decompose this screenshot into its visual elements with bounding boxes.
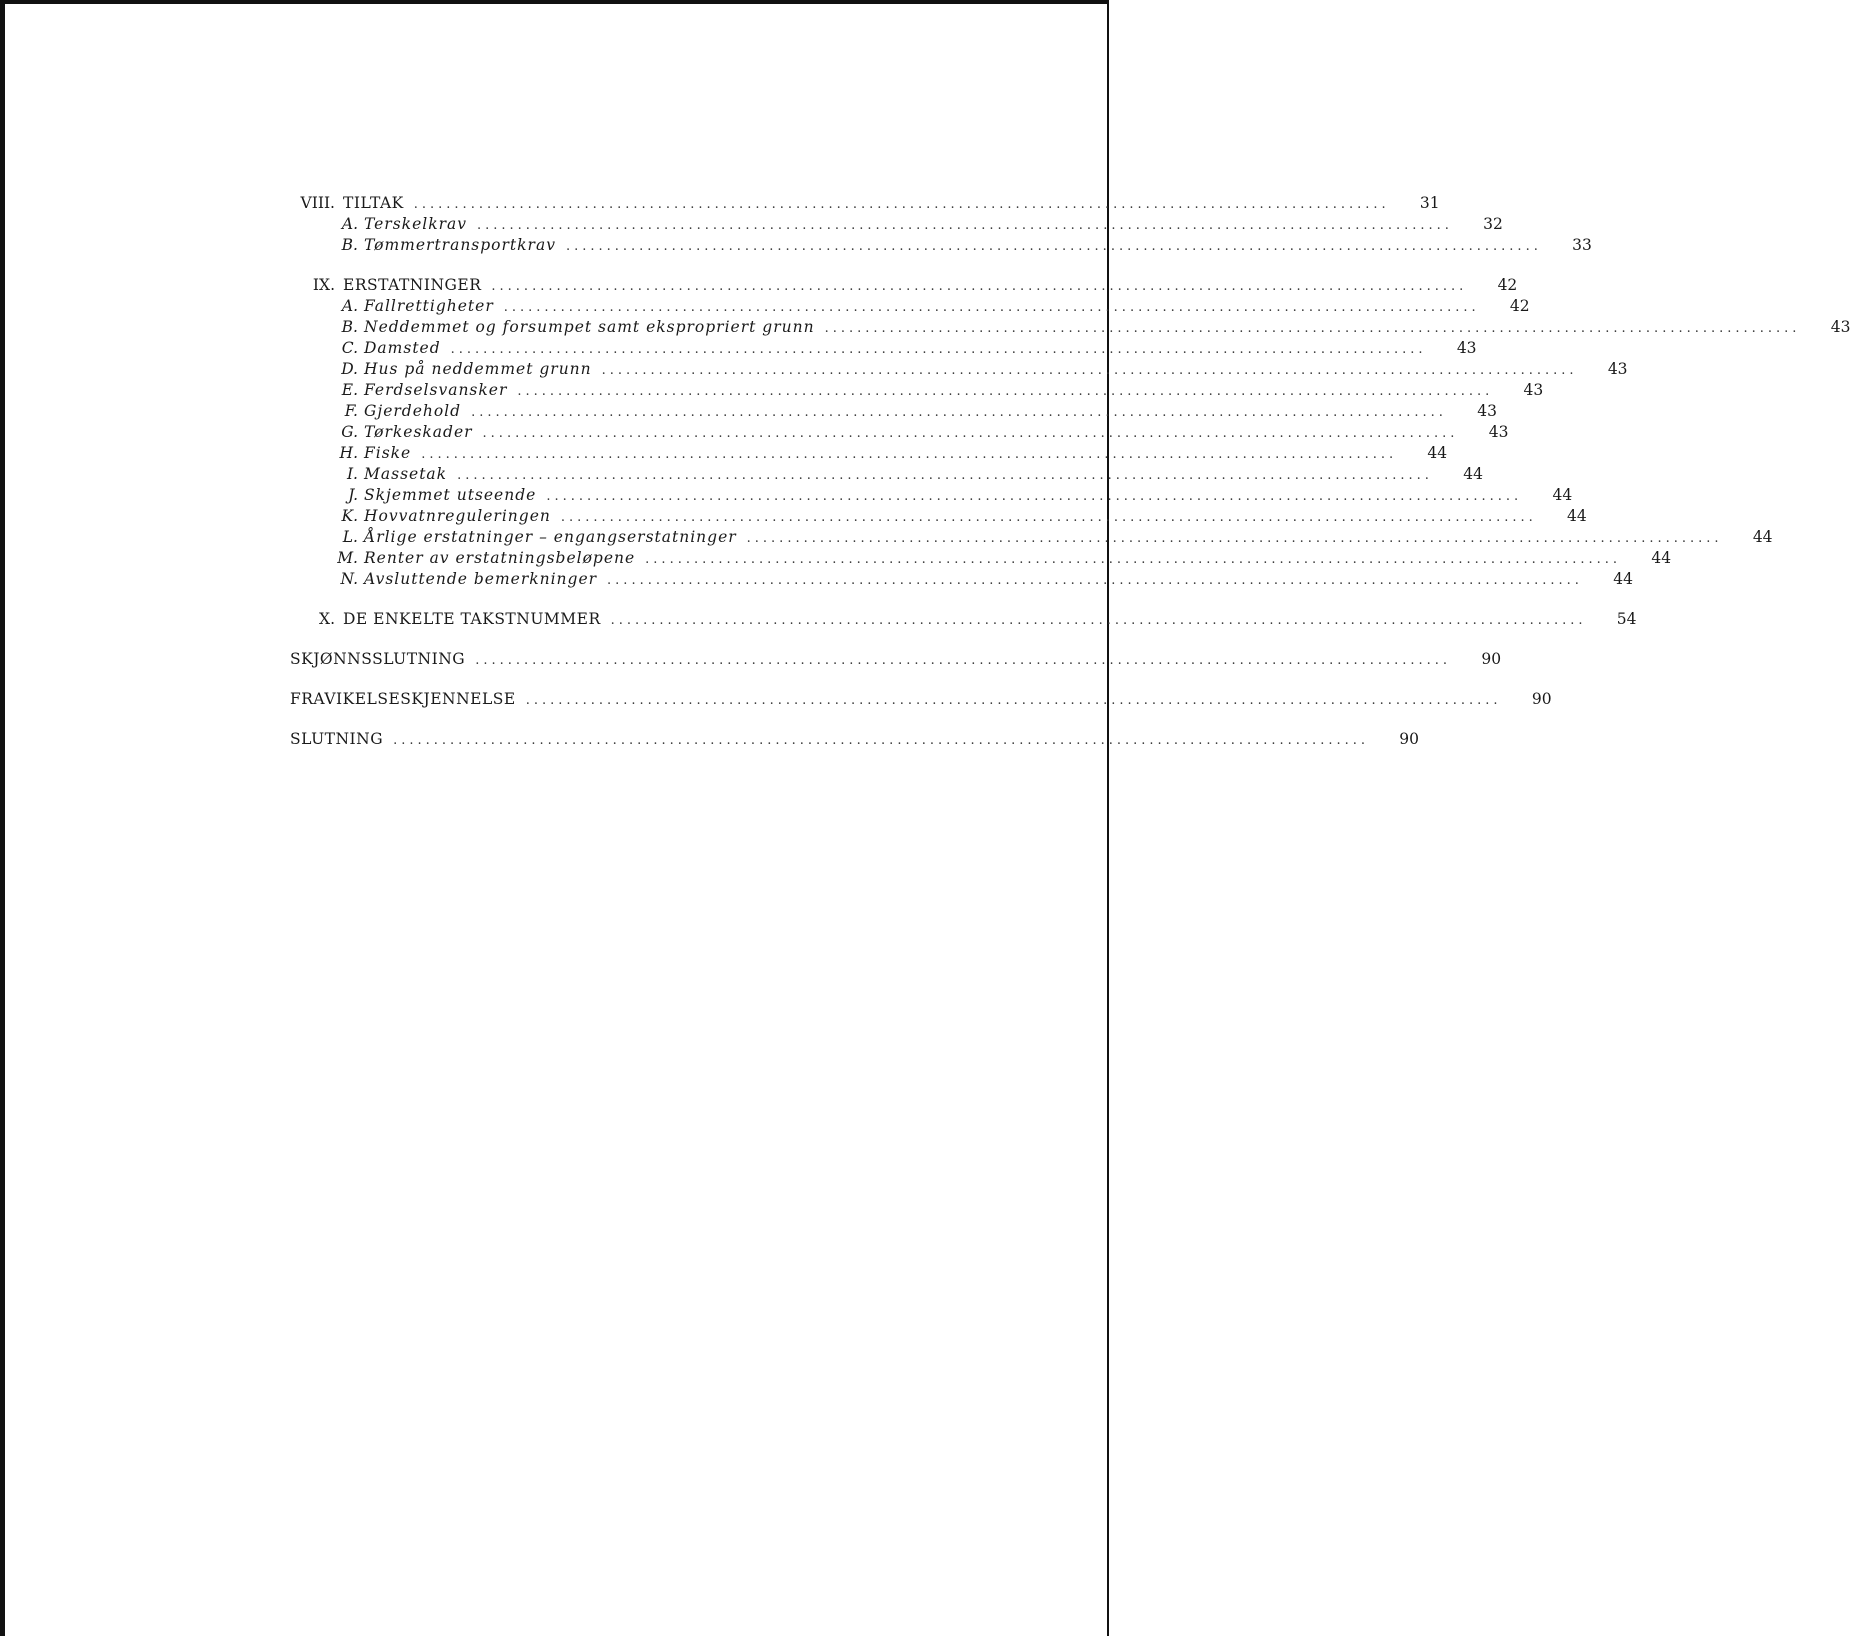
entry-title: FRAVIKELSESKJENNELSE [290, 690, 516, 708]
item-letter: N. [340, 570, 358, 588]
toc-entry-ix-b[interactable] [290, 317, 1850, 338]
table-of-contents [290, 193, 1850, 750]
toc-entry-x[interactable] [290, 609, 1637, 630]
page-number: 44 [1651, 549, 1672, 567]
page-number: 44 [1752, 528, 1773, 546]
toc-entry-ix[interactable] [290, 275, 1518, 296]
page-number: 43 [1456, 339, 1477, 357]
page-number: 90 [1531, 690, 1552, 708]
toc-entry-ix-c[interactable] [290, 338, 1477, 359]
dot-leader: ........................................................................................................................ [607, 573, 1583, 588]
item-title: Gjerdehold [364, 402, 462, 420]
item-title: Neddemmet og forsumpet samt ekspropriert grunn [364, 318, 815, 336]
toc-entry-ix-m[interactable] [290, 548, 1672, 569]
toc-entry-ix-l[interactable] [290, 527, 1773, 548]
item-title: Fallrettigheter [364, 297, 494, 315]
toc-entry-ix-e[interactable] [290, 380, 1544, 401]
dot-leader: ........................................................................................................................ [491, 279, 1468, 294]
item-letter: D. [341, 360, 358, 378]
entry-title: SLUTNING [290, 730, 384, 748]
item-title: Ferdselsvansker [364, 381, 508, 399]
toc-entry-skjonnsslutning[interactable] [290, 649, 1502, 670]
item-title: Hovvatnreguleringen [364, 507, 551, 525]
item-letter: M. [337, 549, 358, 567]
page-number: 43 [1523, 381, 1544, 399]
item-title: Skjemmet utseende [364, 486, 537, 504]
toc-entry-viii-b[interactable] [290, 235, 1592, 256]
dot-leader: ........................................................................................................................ [610, 613, 1587, 628]
toc-entry-ix-i[interactable] [290, 464, 1483, 485]
toc-entry-ix-j[interactable] [290, 485, 1573, 506]
dot-leader: ........................................................................................................................ [421, 447, 1398, 462]
item-letter: K. [341, 507, 358, 525]
page-number: 90 [1481, 650, 1502, 668]
page-number: 31 [1419, 194, 1440, 212]
item-letter: I. [346, 465, 358, 483]
item-letter: C. [341, 339, 358, 357]
item-title: Damsted [364, 339, 441, 357]
item-letter: A. [341, 215, 358, 233]
toc-entry-ix-n[interactable] [290, 569, 1633, 590]
page-number: 43 [1488, 423, 1509, 441]
item-title: Hus på neddemmet grunn [364, 360, 592, 378]
dot-leader: ........................................................................................................................ [413, 197, 1390, 212]
toc-entry-viii-a[interactable] [290, 214, 1503, 235]
page-number: 42 [1509, 297, 1530, 315]
page-number: 44 [1463, 465, 1483, 483]
page-number: 43 [1477, 402, 1497, 420]
dot-leader: ........................................................................................................................ [525, 693, 1502, 708]
entry-title: SKJØNNSSLUTNING [290, 650, 466, 668]
section-number: VIII. [300, 194, 335, 212]
item-letter: J. [348, 486, 358, 504]
page-number: 43 [1607, 360, 1628, 378]
item-title: Avsluttende bemerkninger [364, 570, 598, 588]
section-title: TILTAK [343, 194, 404, 212]
item-letter: B. [341, 236, 358, 254]
item-title: Renter av erstatningsbeløpene [364, 549, 636, 567]
toc-entry-ix-g[interactable] [290, 422, 1509, 443]
toc-entry-ix-h[interactable] [290, 443, 1448, 464]
section-number: IX. [312, 276, 335, 294]
section-number: X. [319, 610, 335, 628]
page-number: 44 [1567, 507, 1587, 525]
dot-leader: ........................................................................................................................ [746, 531, 1723, 546]
toc-entry-ix-d[interactable] [290, 359, 1628, 380]
dot-leader: ........................................................................................................................ [645, 552, 1622, 567]
item-letter: E. [341, 381, 358, 399]
dot-leader: ........................................................................................................................ [482, 426, 1459, 441]
toc-entry-slutning[interactable] [290, 729, 1419, 750]
dot-leader: ........................................................................................................................ [546, 489, 1523, 504]
dot-leader: ........................................................................................................................ [477, 218, 1453, 233]
section-title: ERSTATNINGER [343, 276, 482, 294]
toc-entry-fravikelseskjennelse[interactable] [290, 689, 1552, 710]
dot-leader: ........................................................................................................................ [503, 300, 1480, 315]
item-title: Terskelkrav [364, 215, 467, 233]
item-letter: H. [339, 444, 358, 462]
page-number: 44 [1427, 444, 1448, 462]
dot-leader: ........................................................................................................................ [475, 653, 1452, 668]
dot-leader: ........................................................................................................................ [824, 321, 1801, 336]
item-letter: G. [341, 423, 358, 441]
dot-leader: ........................................................................................................................ [471, 405, 1447, 420]
dot-leader: ........................................................................................................................ [601, 363, 1578, 378]
section-title: DE ENKELTE TAKSTNUMMER [343, 610, 601, 628]
toc-entry-ix-k[interactable] [290, 506, 1587, 527]
toc-entry-ix-f[interactable] [290, 401, 1497, 422]
page-number: 44 [1552, 486, 1573, 504]
item-title: Massetak [364, 465, 448, 483]
page-number: 32 [1483, 215, 1503, 233]
page-number: 90 [1399, 730, 1419, 748]
item-title: Tørkeskader [364, 423, 473, 441]
page-number: 42 [1497, 276, 1518, 294]
item-letter: L. [342, 528, 358, 546]
dot-leader: ........................................................................................................................ [560, 510, 1537, 525]
page-number: 33 [1572, 236, 1592, 254]
toc-entry-ix-a[interactable] [290, 296, 1530, 317]
item-letter: A. [341, 297, 358, 315]
dot-leader: ........................................................................................................................ [450, 342, 1427, 357]
page-number: 44 [1613, 570, 1633, 588]
dot-leader: ........................................................................................................................ [517, 384, 1494, 399]
dot-leader: ........................................................................................................................ [565, 239, 1542, 254]
item-title: Årlige erstatninger – engangserstatninger [364, 528, 737, 546]
item-title: Fiske [364, 444, 412, 462]
page-number: 54 [1616, 610, 1637, 628]
dot-leader: ........................................................................................................................ [457, 468, 1433, 483]
item-title: Tømmertransportkrav [364, 236, 556, 254]
item-letter: F. [344, 402, 358, 420]
dot-leader: ........................................................................................................................ [393, 733, 1369, 748]
page-number: 43 [1830, 318, 1850, 336]
item-letter: B. [341, 318, 358, 336]
toc-entry-viii[interactable] [290, 193, 1440, 214]
